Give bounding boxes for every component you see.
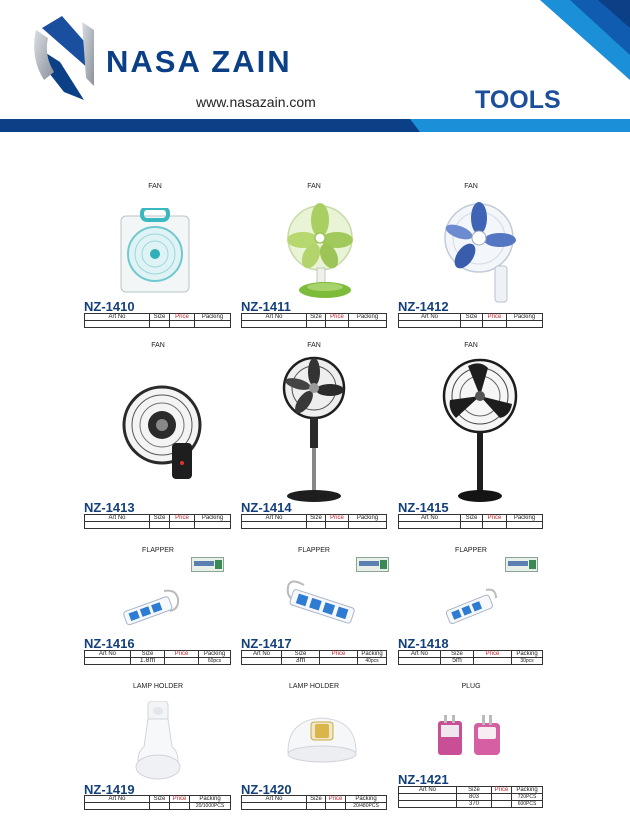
table-header-cell: Art No — [85, 314, 150, 321]
table-cell — [150, 522, 170, 529]
product-code: NZ-1419 — [84, 782, 135, 797]
table-cell — [507, 321, 543, 328]
table-cell: 370 — [457, 801, 492, 808]
table-header-cell: Art No — [85, 651, 131, 658]
table-cell — [170, 321, 195, 328]
table-cell — [307, 803, 326, 810]
table-header-cell: Packing — [507, 314, 543, 321]
logo-icon — [32, 8, 100, 108]
table-header-cell: Packing — [512, 651, 543, 658]
table-header-cell: Size — [457, 787, 492, 794]
table-cell: 30pcs — [512, 658, 543, 665]
table-header-cell: Packing — [512, 787, 543, 794]
table-header-cell: Price — [165, 651, 199, 658]
table-header-cell: Price — [492, 787, 512, 794]
product-category: FAN — [464, 183, 478, 190]
table-cell — [170, 522, 195, 529]
table-cell — [85, 522, 150, 529]
table-header-cell: Price — [483, 314, 507, 321]
power-strip-icon — [120, 585, 180, 629]
product-code: NZ-1420 — [241, 782, 292, 797]
table-cell: 20/1000PCS — [190, 803, 231, 810]
product-category: FAN — [151, 342, 165, 349]
table-header-cell: Size — [461, 515, 483, 522]
table-header-cell: Packing — [349, 314, 387, 321]
product-category: FAN — [307, 342, 321, 349]
header-band — [0, 119, 630, 132]
table-cell — [242, 658, 282, 665]
power-strip-icon — [284, 573, 358, 631]
table-header-cell: Packing — [349, 515, 387, 522]
product-code: NZ-1410 — [84, 299, 135, 314]
spec-table — [241, 650, 387, 665]
table-cell — [307, 522, 326, 529]
table-cell — [399, 794, 457, 801]
table-cell — [307, 321, 326, 328]
table-header-cell: Price — [474, 651, 512, 658]
spec-table — [241, 514, 387, 529]
table-header-cell: Price — [170, 515, 195, 522]
brand-name: NASA ZAIN — [106, 44, 292, 79]
table-cell — [242, 803, 307, 810]
table-header-cell: Size — [150, 796, 170, 803]
table-cell: 600PCS — [512, 801, 543, 808]
spec-table — [84, 795, 231, 810]
table-cell — [492, 801, 512, 808]
product-category: FLAPPER — [298, 547, 330, 554]
table-cell — [150, 321, 170, 328]
table-cell — [326, 321, 349, 328]
table-cell: 3m — [282, 658, 320, 665]
table-header-cell: Art No — [242, 314, 307, 321]
spec-table — [84, 514, 231, 529]
table-cell — [195, 321, 231, 328]
table-cell — [349, 321, 387, 328]
table-header-cell: Size — [307, 515, 326, 522]
product-category: FLAPPER — [455, 547, 487, 554]
product-code: NZ-1413 — [84, 500, 135, 515]
wall-fan-icon — [122, 383, 208, 483]
wall-fan-icon — [443, 200, 519, 304]
spec-table — [84, 650, 231, 665]
table-header-cell: Art No — [242, 515, 307, 522]
product-category: PLUG — [461, 683, 481, 690]
spec-table — [398, 313, 543, 328]
table-cell: 1.8m — [131, 658, 165, 665]
table-header-cell: Packing — [346, 796, 387, 803]
table-cell — [195, 522, 231, 529]
table-header-cell: Art No — [399, 314, 461, 321]
table-header-cell: Price — [170, 314, 195, 321]
table-header-cell: Size — [307, 314, 326, 321]
table-header-cell: Size — [150, 314, 170, 321]
table-header-cell: Price — [483, 515, 507, 522]
spec-table — [398, 650, 543, 665]
table-cell: 60pcs — [199, 658, 231, 665]
table-cell: 20/480PCS — [346, 803, 387, 810]
table-header-cell: Art No — [85, 796, 150, 803]
table-cell — [483, 321, 507, 328]
table-cell — [461, 321, 483, 328]
product-code: NZ-1415 — [398, 500, 449, 515]
table-header-cell: Art No — [242, 651, 282, 658]
table-header-cell: Size — [307, 796, 326, 803]
table-header-cell: Price — [326, 314, 349, 321]
product-code: NZ-1414 — [241, 500, 292, 515]
stand-fan-icon — [282, 356, 346, 504]
table-cell — [399, 801, 457, 808]
spec-table — [241, 795, 387, 810]
table-cell — [85, 321, 150, 328]
table-cell — [326, 522, 349, 529]
table-header-cell: Art No — [399, 787, 457, 794]
table-cell — [507, 522, 543, 529]
table-header-cell: Size — [150, 515, 170, 522]
table-cell — [320, 658, 358, 665]
table-cell — [483, 522, 507, 529]
table-header-cell: Packing — [199, 651, 231, 658]
table-cell — [242, 321, 307, 328]
table-header-cell: Packing — [195, 314, 231, 321]
power-strip-icon — [442, 586, 498, 626]
table-cell: 40pcs — [358, 658, 387, 665]
table-header-cell: Packing — [507, 515, 543, 522]
table-cell — [399, 321, 461, 328]
spec-table — [84, 313, 231, 328]
table-header-cell: Packing — [358, 651, 387, 658]
industrial-fan-icon — [440, 358, 520, 504]
table-cell — [399, 522, 461, 529]
table-header-cell: Packing — [195, 515, 231, 522]
table-header-cell: Packing — [190, 796, 231, 803]
product-code: NZ-1411 — [241, 299, 291, 314]
table-cell — [85, 803, 150, 810]
product-category: LAMP HOLDER — [288, 683, 340, 690]
product-category: FAN — [307, 183, 321, 190]
page-header — [0, 0, 630, 135]
product-code: NZ-1421 — [398, 772, 449, 787]
lamp-holder-icon — [284, 712, 360, 764]
product-category: FAN — [464, 342, 478, 349]
table-cell — [349, 522, 387, 529]
table-header-cell: Art No — [399, 515, 461, 522]
table-cell — [170, 803, 190, 810]
plug-icon — [436, 715, 504, 759]
table-fan-icon — [287, 196, 355, 300]
table-header-cell: Price — [326, 796, 346, 803]
package-icon — [505, 557, 538, 572]
package-icon — [356, 557, 389, 572]
table-cell — [85, 658, 131, 665]
product-code: NZ-1418 — [398, 636, 449, 651]
table-cell — [461, 522, 483, 529]
spec-table — [398, 786, 543, 808]
table-header-cell: Price — [320, 651, 358, 658]
table-header-cell: Art No — [85, 515, 150, 522]
table-cell: 803 — [457, 794, 492, 801]
product-code: NZ-1417 — [241, 636, 292, 651]
table-header-cell: Art No — [242, 796, 307, 803]
corner-decoration — [540, 0, 630, 80]
table-cell — [399, 658, 441, 665]
section-title: TOOLS — [475, 86, 561, 114]
table-header-cell: Size — [131, 651, 165, 658]
package-icon — [191, 557, 224, 572]
website-link[interactable]: www.nasazain.com — [196, 94, 316, 110]
table-cell — [165, 658, 199, 665]
table-cell: 5m — [441, 658, 474, 665]
product-code: NZ-1412 — [398, 299, 449, 314]
product-category: LAMP HOLDER — [132, 683, 184, 690]
table-header-cell: Price — [326, 515, 349, 522]
product-category: FLAPPER — [142, 547, 174, 554]
product-code: NZ-1416 — [84, 636, 135, 651]
table-cell — [150, 803, 170, 810]
box-fan-icon — [118, 208, 192, 294]
table-header-cell: Art No — [399, 651, 441, 658]
table-cell — [474, 658, 512, 665]
table-header-cell: Size — [282, 651, 320, 658]
product-category: FAN — [148, 183, 162, 190]
table-cell — [326, 803, 346, 810]
table-header-cell: Price — [170, 796, 190, 803]
table-cell — [242, 522, 307, 529]
table-cell — [492, 794, 512, 801]
table-header-cell: Size — [441, 651, 474, 658]
table-cell: 720PCS — [512, 794, 543, 801]
spec-table — [241, 313, 387, 328]
spec-table — [398, 514, 543, 529]
table-header-cell: Size — [461, 314, 483, 321]
lamp-holder-icon — [134, 701, 182, 781]
